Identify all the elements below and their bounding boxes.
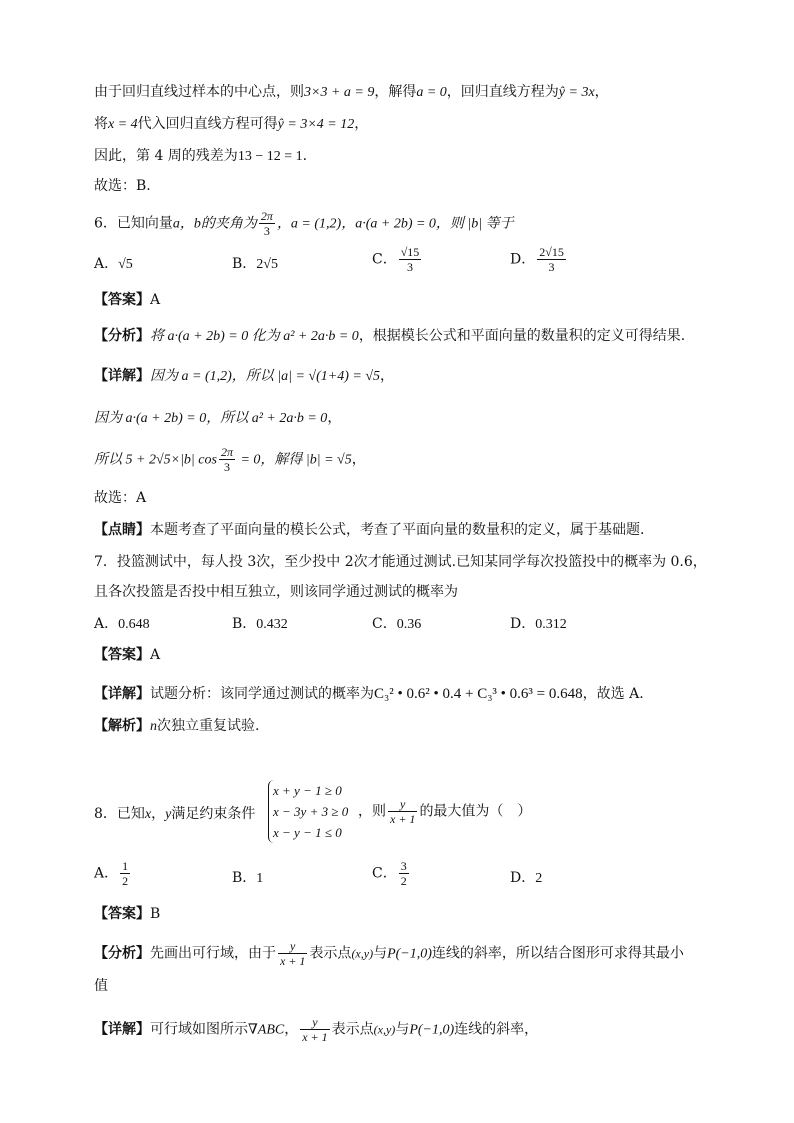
q6-answer <box>94 290 734 310</box>
text: 由于回归直线过样本的中心点，则 <box>94 84 304 100</box>
detail-tag: 【详解】 <box>94 686 150 702</box>
analysis-tag: 【分析】 <box>94 328 150 344</box>
fraction: $\frac{2\pi}{3}$ <box>220 445 233 474</box>
fraction: $\frac{2\pi}{3}$ <box>260 209 273 238</box>
text: . <box>302 148 308 164</box>
q6-option-b: B．2√5 <box>232 256 278 272</box>
analysis-tag: 【分析】 <box>94 945 150 962</box>
text: 连线的斜率，所以结合图形可求得其最小 <box>431 945 684 962</box>
answer-value: A <box>150 647 161 663</box>
q7-option-a: A．0.648 <box>94 616 150 632</box>
equation: 因为 a·(a + 2b) = 0，所以 a² + 2a·b = 0 <box>94 411 328 426</box>
q8-option-b: B．1 <box>232 870 264 886</box>
text: ，回归直线方程为 <box>446 84 559 100</box>
text: ， <box>354 116 369 132</box>
equation: ，a = (1,2)，a·(a + 2b) = 0，则 |b| 等于 <box>276 216 514 232</box>
equation: 13 − 12 = 1 <box>237 149 303 164</box>
q6-detail-2 <box>94 408 734 429</box>
solution-line-2 <box>94 114 734 135</box>
text: 表示点 <box>331 1021 374 1038</box>
equation: x = 4 <box>108 117 138 132</box>
answer-tag: 【答案】 <box>94 647 150 663</box>
q6-detail-3 <box>94 446 734 473</box>
text: ， <box>351 451 366 468</box>
equation: 所以 5 + 2√5×|b| cos <box>94 452 217 468</box>
equation: 将 a·(a + 2b) = 0 化为 a² + 2a·b = 0 <box>150 329 359 344</box>
q7-options <box>94 614 734 634</box>
q6-analysis <box>94 326 734 347</box>
q7-option-b: B．0.432 <box>232 616 288 632</box>
q8-answer <box>94 904 734 924</box>
q8-options <box>94 859 734 894</box>
equation: (x,y) <box>373 1022 396 1037</box>
text: 试题分析：该同学通过测试的概率为 <box>150 686 374 702</box>
text: 连线的斜率， <box>454 1021 539 1038</box>
q7-detail <box>94 684 734 704</box>
q8-option-a: A． $\frac{1}{2}$ <box>94 859 129 888</box>
equation: = 0，解得 |b| = √5 <box>236 452 352 468</box>
text: 可行域如图所示 <box>150 1021 248 1038</box>
text: 满足约束条件 <box>171 806 256 822</box>
q7-stem-2: 且各次投篮是否投中相互独立，则该同学通过测试的概率为 <box>94 584 458 600</box>
q6-option-a: A．√5 <box>94 256 133 272</box>
solution-line-1 <box>94 82 734 103</box>
constraint-system: x + y − 1 ≥ 0 x − 3y + 3 ≥ 0 x − y − 1 ≤ 0 <box>268 780 348 843</box>
q6-options <box>94 245 734 284</box>
text: ，解得 <box>374 84 417 100</box>
solution-choose: 故选：B. <box>94 178 151 194</box>
fraction: $\frac{y}{x + 1}$ <box>302 1015 328 1044</box>
text: 8．已知 <box>94 806 145 822</box>
detail-tag: 【详解】 <box>94 368 150 384</box>
text: 与 <box>373 945 388 962</box>
equation: (x,y) <box>351 946 374 961</box>
q6-stem <box>94 210 734 237</box>
text: 与 <box>395 1021 410 1038</box>
q6-detail-1 <box>94 366 734 387</box>
equation: a，b的夹角为 <box>172 216 257 232</box>
text: 6．已知向量 <box>94 215 173 232</box>
q7-explain <box>94 716 734 737</box>
equation: P(−1,0) <box>409 1022 455 1038</box>
q8-option-c: C． $\frac{3}{2}$ <box>372 859 407 888</box>
answer-value: A <box>150 292 161 308</box>
text: 因此，第 4 周的残差为 <box>94 148 238 164</box>
variable: n <box>150 719 157 734</box>
answer-tag: 【答案】 <box>94 292 150 308</box>
text: 次独立重复试验. <box>157 718 260 734</box>
equation: ŷ = 3×4 = 12 <box>277 117 355 132</box>
equation: 3×3 + a = 9 <box>304 85 375 100</box>
fraction: $\frac{y}{x + 1}$ <box>280 939 306 968</box>
q7-stem-1: 7．投篮测试中，每人投 3次，至少投中 2次才能通过测试.已知某同学每次投篮投中的概率为 0.6， <box>94 554 707 570</box>
equation: ŷ = 3x <box>558 85 595 100</box>
q8-detail <box>94 1016 734 1043</box>
q7-option-c: C．0.36 <box>372 616 422 632</box>
answer-tag: 【答案】 <box>94 906 150 922</box>
text: ， <box>327 410 342 426</box>
text: 表示点 <box>309 945 352 962</box>
q6-comment <box>94 520 734 540</box>
equation: 因为 a = (1,2)，所以 |a| = √(1+4) = √5 <box>150 369 381 384</box>
text: 代入回归直线方程可得 <box>137 116 278 132</box>
solution-line-3 <box>94 146 734 167</box>
q7-option-d: D．0.312 <box>510 616 567 632</box>
text: 将 <box>94 116 108 132</box>
q7-answer <box>94 645 734 665</box>
text: 本题考查了平面向量的模长公式，考查了平面向量的数量积的定义，属于基础题. <box>150 522 645 538</box>
q6-option-c: C． $\frac{√15}{3}$ <box>372 245 420 274</box>
variable: y <box>165 807 172 822</box>
q8-analysis-2: 值 <box>94 978 108 994</box>
q6-option-d: D． $\frac{2√15}{3}$ <box>510 245 564 274</box>
variable: x <box>144 807 152 822</box>
text: ， <box>594 84 609 100</box>
detail-tag: 【详解】 <box>94 1021 150 1038</box>
q8-analysis-1 <box>94 940 734 967</box>
text: ，则 <box>358 803 386 820</box>
text: 先画出可行域，由于 <box>150 945 276 962</box>
text: ，故选 A. <box>582 686 644 702</box>
text: ， <box>380 368 395 384</box>
q8-option-d: D．2 <box>510 870 543 886</box>
explain-tag: 【解析】 <box>94 718 150 734</box>
q6-choose: 故选：A <box>94 490 147 506</box>
q8-stem: 8．已知x，y满足约束条件 x + y − 1 ≥ 0 x − 3y + 3 ≥ 0 x − y − 1 ≤ 0 ，则 $\frac{y}{x + 1}$ 的最大值为（ ） <box>94 780 734 846</box>
text: ，根据模长公式和平面向量的数量积的定义可得结果. <box>358 328 686 344</box>
text: 的最大值为（ ） <box>419 803 532 820</box>
comment-tag: 【点睛】 <box>94 522 150 538</box>
answer-value: B <box>150 906 161 922</box>
equation: P(−1,0) <box>387 946 432 962</box>
fraction: $\frac{y}{x + 1}$ <box>390 797 416 826</box>
equation: a = 0 <box>416 85 447 100</box>
equation: C₃² • 0.6² • 0.4 + C₃³ • 0.6³ = 0.648 <box>374 686 583 702</box>
equation: ∇ABC <box>248 1022 285 1038</box>
text: ， <box>284 1021 299 1038</box>
